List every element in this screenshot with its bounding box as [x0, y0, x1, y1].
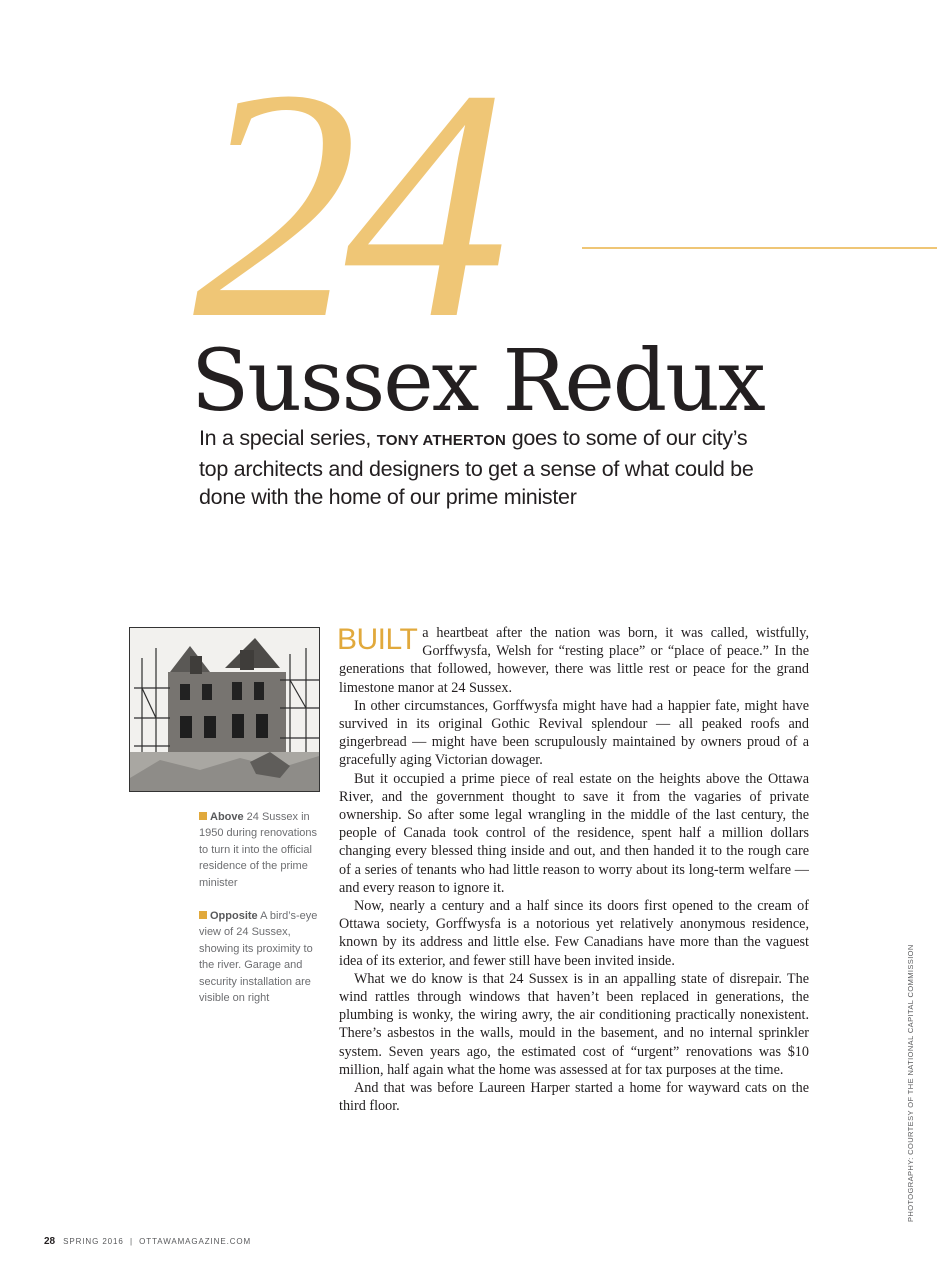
- caption-marker: [199, 911, 207, 919]
- article-paragraph: And that was before Laureen Harper started a home for wayward cats on the third floor.: [339, 1080, 809, 1115]
- article-paragraph: Now, nearly a century and a half since its doors first opened to the cream of Ottawa society, Gorffwysfa is a notorious yet relatively anonymous residence, known by its address and little else. Few Canadians have more than the vaguest idea of its exterior, and fewer still have been invited inside.: [339, 898, 809, 969]
- photo-credit: PHOTOGRAPHY: COURTESY OF THE NATIONAL CAPITAL COMMISSION: [906, 944, 915, 1222]
- deck-rest: goes to some of our city’s top architects and designers to get a sense of what could be done with the home of our prime minister: [199, 426, 754, 509]
- article-paragraph: What we do know is that 24 Sussex is in an appalling state of disrepair. The wind rattles through windows that haven’t been replaced in generations, the plumbing is wonky, the wiring awry, the air conditioning practically nonexistent. There’s asbestos in the walls, mould in the basement, and no internal sprinkler system. Seven years ago, the estimated cost of “urgent” renovations was $10 million, half again what the home was assessed at for tax purposes at the time.: [339, 970, 809, 1078]
- drop-cap: BUILT: [337, 623, 418, 656]
- captions: [199, 809, 319, 1023]
- caption-text: A bird’s-eye view of 24 Sussex, showing its proximity to the river. Garage and security installation are visible on right: [199, 910, 318, 1005]
- house-photo: [129, 627, 320, 792]
- article-paragraph: [339, 624, 809, 697]
- deck: [199, 424, 759, 511]
- caption-above: [199, 809, 319, 891]
- page-number: 28: [44, 1236, 56, 1247]
- article-paragraph: In other circumstances, Gorffwysfa might have had a happier fate, might have survived in its original Gothic Revival splendour — all peaked roofs and gingerbread — might have been scrupulously maintained by owners proud of a gracefully aging Victorian dowager.: [339, 697, 809, 769]
- article-body: [339, 624, 809, 1115]
- article-paragraph: But it occupied a prime piece of real estate on the heights above the Ottawa River, and the government thought to save it from the vagaries of private ownership. So after some legal wrangling in the middle of the last century, the people of Canada took control of the residence, spent half a million dollars changing every blessed thing inside and out, and then handed it to the rough care of a series of tenants who had little reason to worry about its long-term welfare — and every reason to ignore it.: [339, 770, 809, 896]
- paragraph-text: a heartbeat after the nation was born, it was called, wistfully, Gorffwysfa, Welsh for “resting place” or “place of peace.” In the generations that followed, however, there was little rest or peace for the grand limestone manor at 24 Sussex.: [339, 625, 809, 696]
- deck-intro: In a special series,: [199, 426, 377, 450]
- folio: [44, 1236, 251, 1247]
- title-rule: [582, 247, 937, 249]
- page-title: Sussex Redux: [191, 332, 764, 431]
- house-photo-illustration: [130, 628, 319, 791]
- title-number: 24: [193, 22, 495, 387]
- caption-marker: [199, 812, 207, 820]
- caption-text: 24 Sussex in 1950 during renovations to turn it into the official residence of the prime minister: [199, 811, 318, 889]
- caption-label: Above: [210, 811, 244, 823]
- caption-opposite: [199, 908, 319, 1006]
- caption-label: Opposite: [210, 910, 258, 923]
- byline: TONY ATHERTON: [376, 432, 507, 449]
- folio-text: SPRING 2016 | OTTAWAMAGAZINE.COM: [63, 1237, 252, 1246]
